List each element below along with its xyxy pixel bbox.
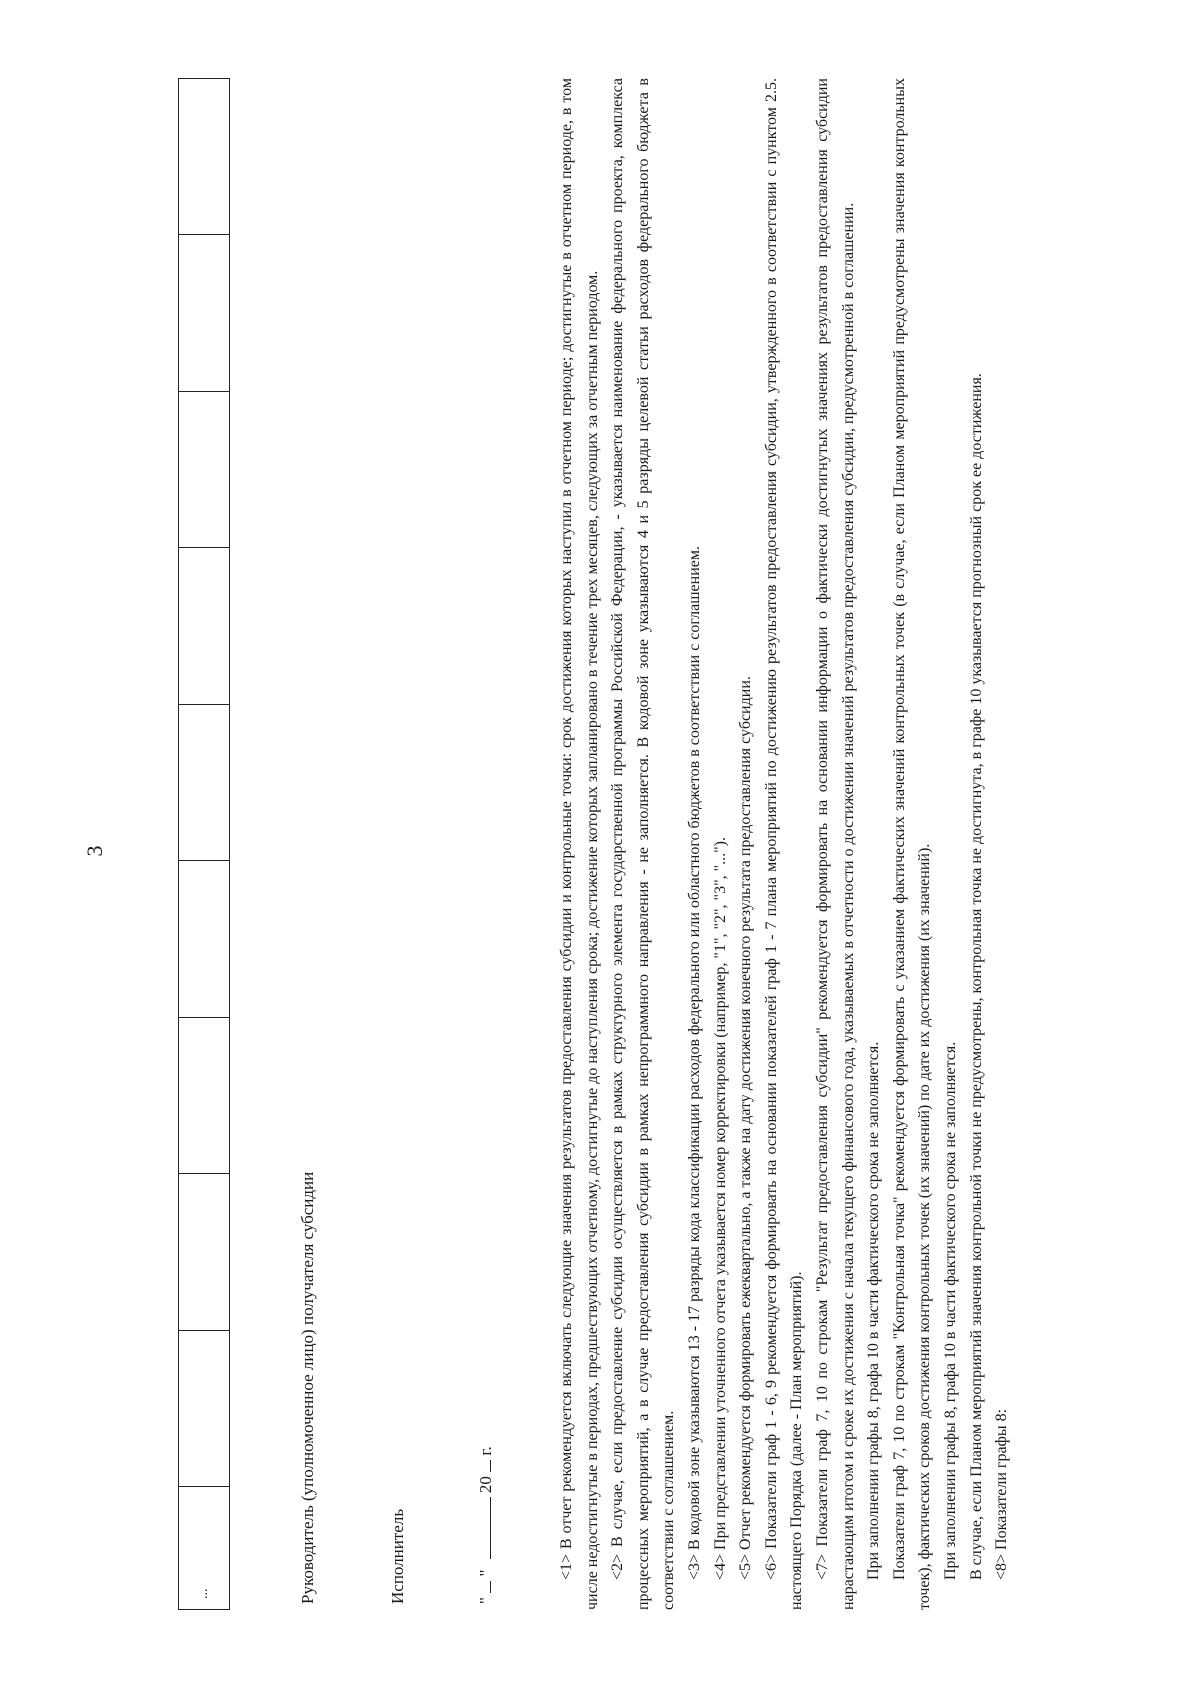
table-cell <box>179 79 230 236</box>
footnote-6: <6> Показатели граф 1 - 6, 9 рекомендуется формировать на основании показателей граф 1 - 7 плана мероприятий по достижению результатов предоставления субсидии, утвержденного в соответствии с пунктом 2.5. настоящего Порядка (далее - План мероприятий). <box>762 78 806 1610</box>
footnote-2: <2> В случае, если предоставление субсидии осуществляется в рамках структурного элемента государственной программы Российской Федерации, - указывается наименование федерального проекта, комплекса процессных мероприятий, а в случае предоставления субсидии в рамках непрограммного направления - не заполняется. В кодовой зоне указываются 4 и 5 разряды целевой статьи расходов федерального бюджета в соответствии с соглашением. <box>609 78 678 1610</box>
footnote-4: <4> При представлении уточненного отчета указывается номер корректировки (например, "1", "2", "3", "..."). <box>711 836 729 1580</box>
footnote-7-paragraph-5: В случае, если Планом мероприятий значения контрольной точки не предусмотрены, контрольная точка не достигнута, в графе 10 указывается прогнозный срок ее достижения. <box>967 373 985 1580</box>
executor-signature-label: Исполнитель <box>388 1508 407 1604</box>
footnote-5: <5> Отчет рекомендуется формировать ежеквартально, а также на дату достижения конечного результата предоставления субсидии. <box>737 676 755 1580</box>
footnote-7: <7> Показатели граф 7, 10 по строкам "Результат предоставления субсидии" рекомендуется формировать на основании информации о фактически достигнутых значениях результатов предоставления субсидии нарастающим итогом и сроке их достижения с начала текущего финансового года, указываемых в отчетности о достижении значений результатов предоставления субсидии, предусмотренной в соглашении. <box>813 78 857 1610</box>
head-signature-label: Руководитель (уполномоченное лицо) получателя субсидии <box>298 1171 317 1604</box>
table-cell <box>179 861 230 1017</box>
footnote-7-paragraph-4: При заполнении графы 8, графа 10 в части фактического срока не заполняется. <box>941 1041 959 1580</box>
footnote-7-paragraph-2: При заполнении графы 8, графа 10 в части фактического срока не заполняется. <box>865 1041 883 1580</box>
table-cell <box>179 391 230 547</box>
footnote-1: <1> В отчет рекомендуется включать следующие значения результатов предоставления субсидии и контрольные точки: срок достижения которых наступил в отчетном периоде; достигнутые в отчетном периоде, в том числе недостигнутые в периодах, предшествующих отчетному, достигнутые до наступления срока; достижение которых запланировано в течение трех месяцев, следующих за отчетным периодом. <box>558 78 601 1610</box>
month-blank <box>490 1497 491 1559</box>
table-cell <box>179 1017 230 1173</box>
signature-date-line <box>476 1446 496 1604</box>
year-prefix: 20 <box>476 1476 495 1494</box>
table-cell <box>179 1330 230 1486</box>
table-row <box>179 79 230 1610</box>
footnote-7-paragraph-3: Показатели граф 7, 10 по строкам "Контрольная точка" рекомендуется формировать с указанием фактических значений контрольных точек (в случае, если Планом мероприятий предусмотрены значения контрольных точек), фактических сроков достижения контрольных точек (их значений) по дате их достижения (их значений). <box>890 78 934 1610</box>
date-open-quote: " <box>476 1597 495 1604</box>
footnote-8: <8> Показатели графы 8: <box>993 1408 1011 1580</box>
footnotes <box>554 78 1015 1610</box>
report-table <box>178 78 230 1610</box>
year-suffix: г. <box>476 1446 495 1456</box>
page-number: 3 <box>82 845 107 857</box>
table-cell <box>179 235 230 391</box>
table-cell <box>179 1174 230 1330</box>
table-cell-ellipsis: ... <box>179 1487 230 1610</box>
year-blank <box>490 1460 491 1472</box>
table-cell <box>179 704 230 860</box>
date-close-quote: " <box>476 1569 495 1577</box>
table-cell <box>179 548 230 704</box>
day-blank <box>490 1581 491 1593</box>
footnote-3: <3> В кодовой зоне указываются 13 - 17 разряды кода классификации расходов федерального или областного бюджетов в соответствии с соглашением. <box>685 545 703 1580</box>
